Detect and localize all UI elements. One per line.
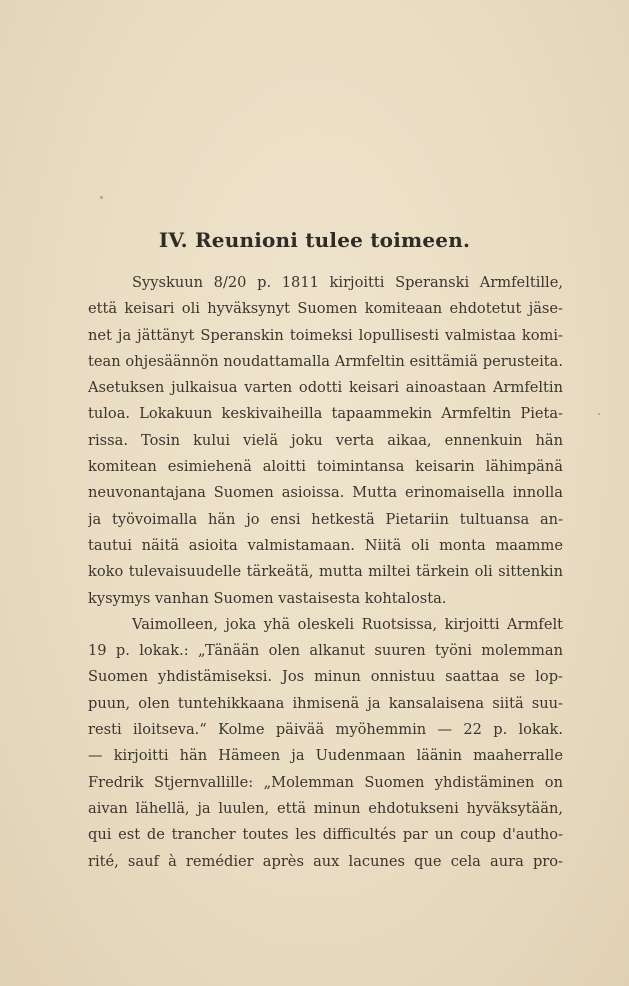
text-line: puun, olen tuntehikkaana ihmisenä ja kansalaisena siitä suu-: [88, 694, 563, 712]
text-line: Asetuksen julkaisua varten odotti keisari ainoastaan Armfeltin: [88, 379, 563, 397]
paper-speck: [598, 413, 600, 415]
text-line: Syyskuun 8/20 p. 1811 kirjoitti Speranski Armfeltille,: [132, 274, 563, 291]
text-line: rité, sauf à remédier après aux lacunes que cela aura pro-: [88, 852, 563, 870]
text-line: neuvonantajana Suomen asioissa. Mutta erinomaisella innolla: [88, 484, 563, 502]
text-line: qui est de trancher toutes les difficultés par un coup d'autho-: [88, 826, 563, 844]
text-line: resti iloitseva.“ Kolme päivää myöhemmin — 22 p. lokak.: [88, 721, 563, 739]
text-line: koko tulevaisuudelle tärkeätä, mutta miltei tärkein oli sittenkin: [88, 563, 563, 581]
text-line: Vaimolleen, joka yhä oleskeli Ruotsissa, kirjoitti Armfelt: [132, 615, 563, 633]
paragraph-2: [88, 612, 563, 875]
body-text: [88, 270, 563, 875]
text-line: tautui näitä asioita valmistamaan. Niitä oli monta maamme: [88, 536, 563, 554]
text-line: aivan lähellä, ja luulen, että minun ehdotukseni hyväksytään,: [88, 799, 563, 817]
text-line: net ja jättänyt Speranskin toimeksi lopullisesti valmistaa komi-: [88, 326, 563, 344]
chapter-heading: IV. Reunioni tulee toimeen.: [158, 228, 471, 252]
text-line: tuloa. Lokakuun keskivaiheilla tapaammekin Armfeltin Pieta-: [88, 405, 563, 423]
text-line: komitean esimiehenä aloitti toimintansa keisarin lähimpänä: [88, 458, 563, 476]
text-line: Suomen yhdistämiseksi. Jos minun onnistuu saattaa se lop-: [88, 668, 563, 686]
text-line: ja työvoimalla hän jo ensi hetkestä Pietariin tultuansa an-: [88, 510, 563, 528]
text-line: rissa. Tosin kului vielä joku verta aikaa, ennenkuin hän: [88, 431, 563, 449]
paragraph-1: [88, 270, 563, 612]
text-line: että keisari oli hyväksynyt Suomen komiteaan ehdotetut jäse-: [88, 300, 563, 318]
text-line: — kirjoitti hän Hämeen ja Uudenmaan läänin maaherralle: [88, 747, 563, 765]
text-line: kysymys vanhan Suomen vastaisesta kohtalosta.: [88, 589, 447, 607]
text-line: 19 p. lokak.: „Tänään olen alkanut suuren työni molemman: [88, 642, 563, 660]
text-line: Fredrik Stjernvallille: „Molemman Suomen yhdistäminen on: [88, 773, 563, 791]
text-line: tean ohjesäännön noudattamalla Armfeltin esittämiä perusteita.: [88, 352, 563, 370]
paper-speck: [100, 196, 103, 199]
